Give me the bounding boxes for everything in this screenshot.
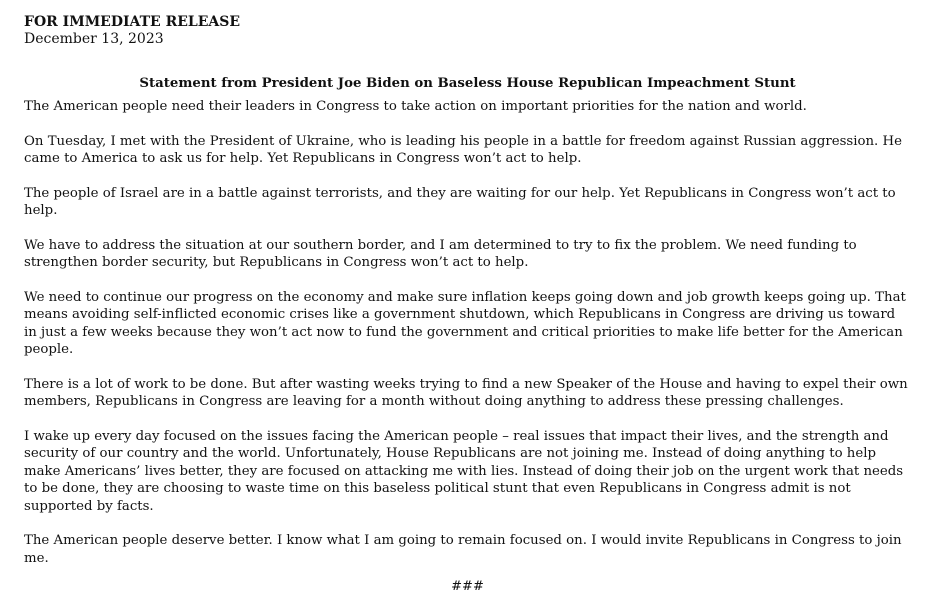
release-date: December 13, 2023: [24, 31, 164, 47]
end-mark: ###: [451, 579, 484, 594]
paragraph: The American people deserve better. I know what I am going to remain focused on. I would invite Republicans in Congress to join me.: [24, 533, 902, 566]
statement-title: Statement from President Joe Biden on Baseless House Republican Impeachment Stunt: [139, 76, 796, 91]
release-label: FOR IMMEDIATE RELEASE: [24, 14, 241, 30]
paragraph: There is a lot of work to be done. But after wasting weeks trying to find a new Speaker of the House and having to expel their own members, Republicans in Congress are leaving for a month without doing anything to address these pressing challenges.: [24, 376, 908, 409]
paragraph: I wake up every day focused on the issues facing the American people – real issues that impact their lives, and the strength and security of our country and the world. Unfortunately, House Republicans are not joining me. Instead of doing anything to help make Americans’ lives better, they are focused on attacking me with lies. Instead of doing their job on the urgent work that needs to be done, they are choosing to waste time on this baseless political stunt that even Republicans in Congress admit is not supported by facts.: [24, 428, 904, 514]
paragraph: On Tuesday, I met with the President of Ukraine, who is leading his people in a battle for freedom against Russian aggression. He came to America to ask us for help. Yet Republicans in Congress won’t act to help.: [24, 133, 902, 166]
paragraph: We need to continue our progress on the economy and make sure inflation keeps going down and job growth keeps going up. That means avoiding self-inflicted economic crises like a government shutdown, which Republicans in Congress are driving us toward in just a few weeks because they won’t act now to fund the government and critical priorities to make life better for the American people.: [24, 289, 906, 357]
paragraph: The people of Israel are in a battle against terrorists, and they are waiting for our help. Yet Republicans in Congress won’t act to help.: [24, 185, 896, 218]
paragraph: The American people need their leaders in Congress to take action on important priorities for the nation and world.: [24, 99, 807, 114]
paragraph: We have to address the situation at our southern border, and I am determined to try to fix the problem. We need funding to strengthen border security, but Republicans in Congress won’t act to help.: [24, 237, 857, 270]
